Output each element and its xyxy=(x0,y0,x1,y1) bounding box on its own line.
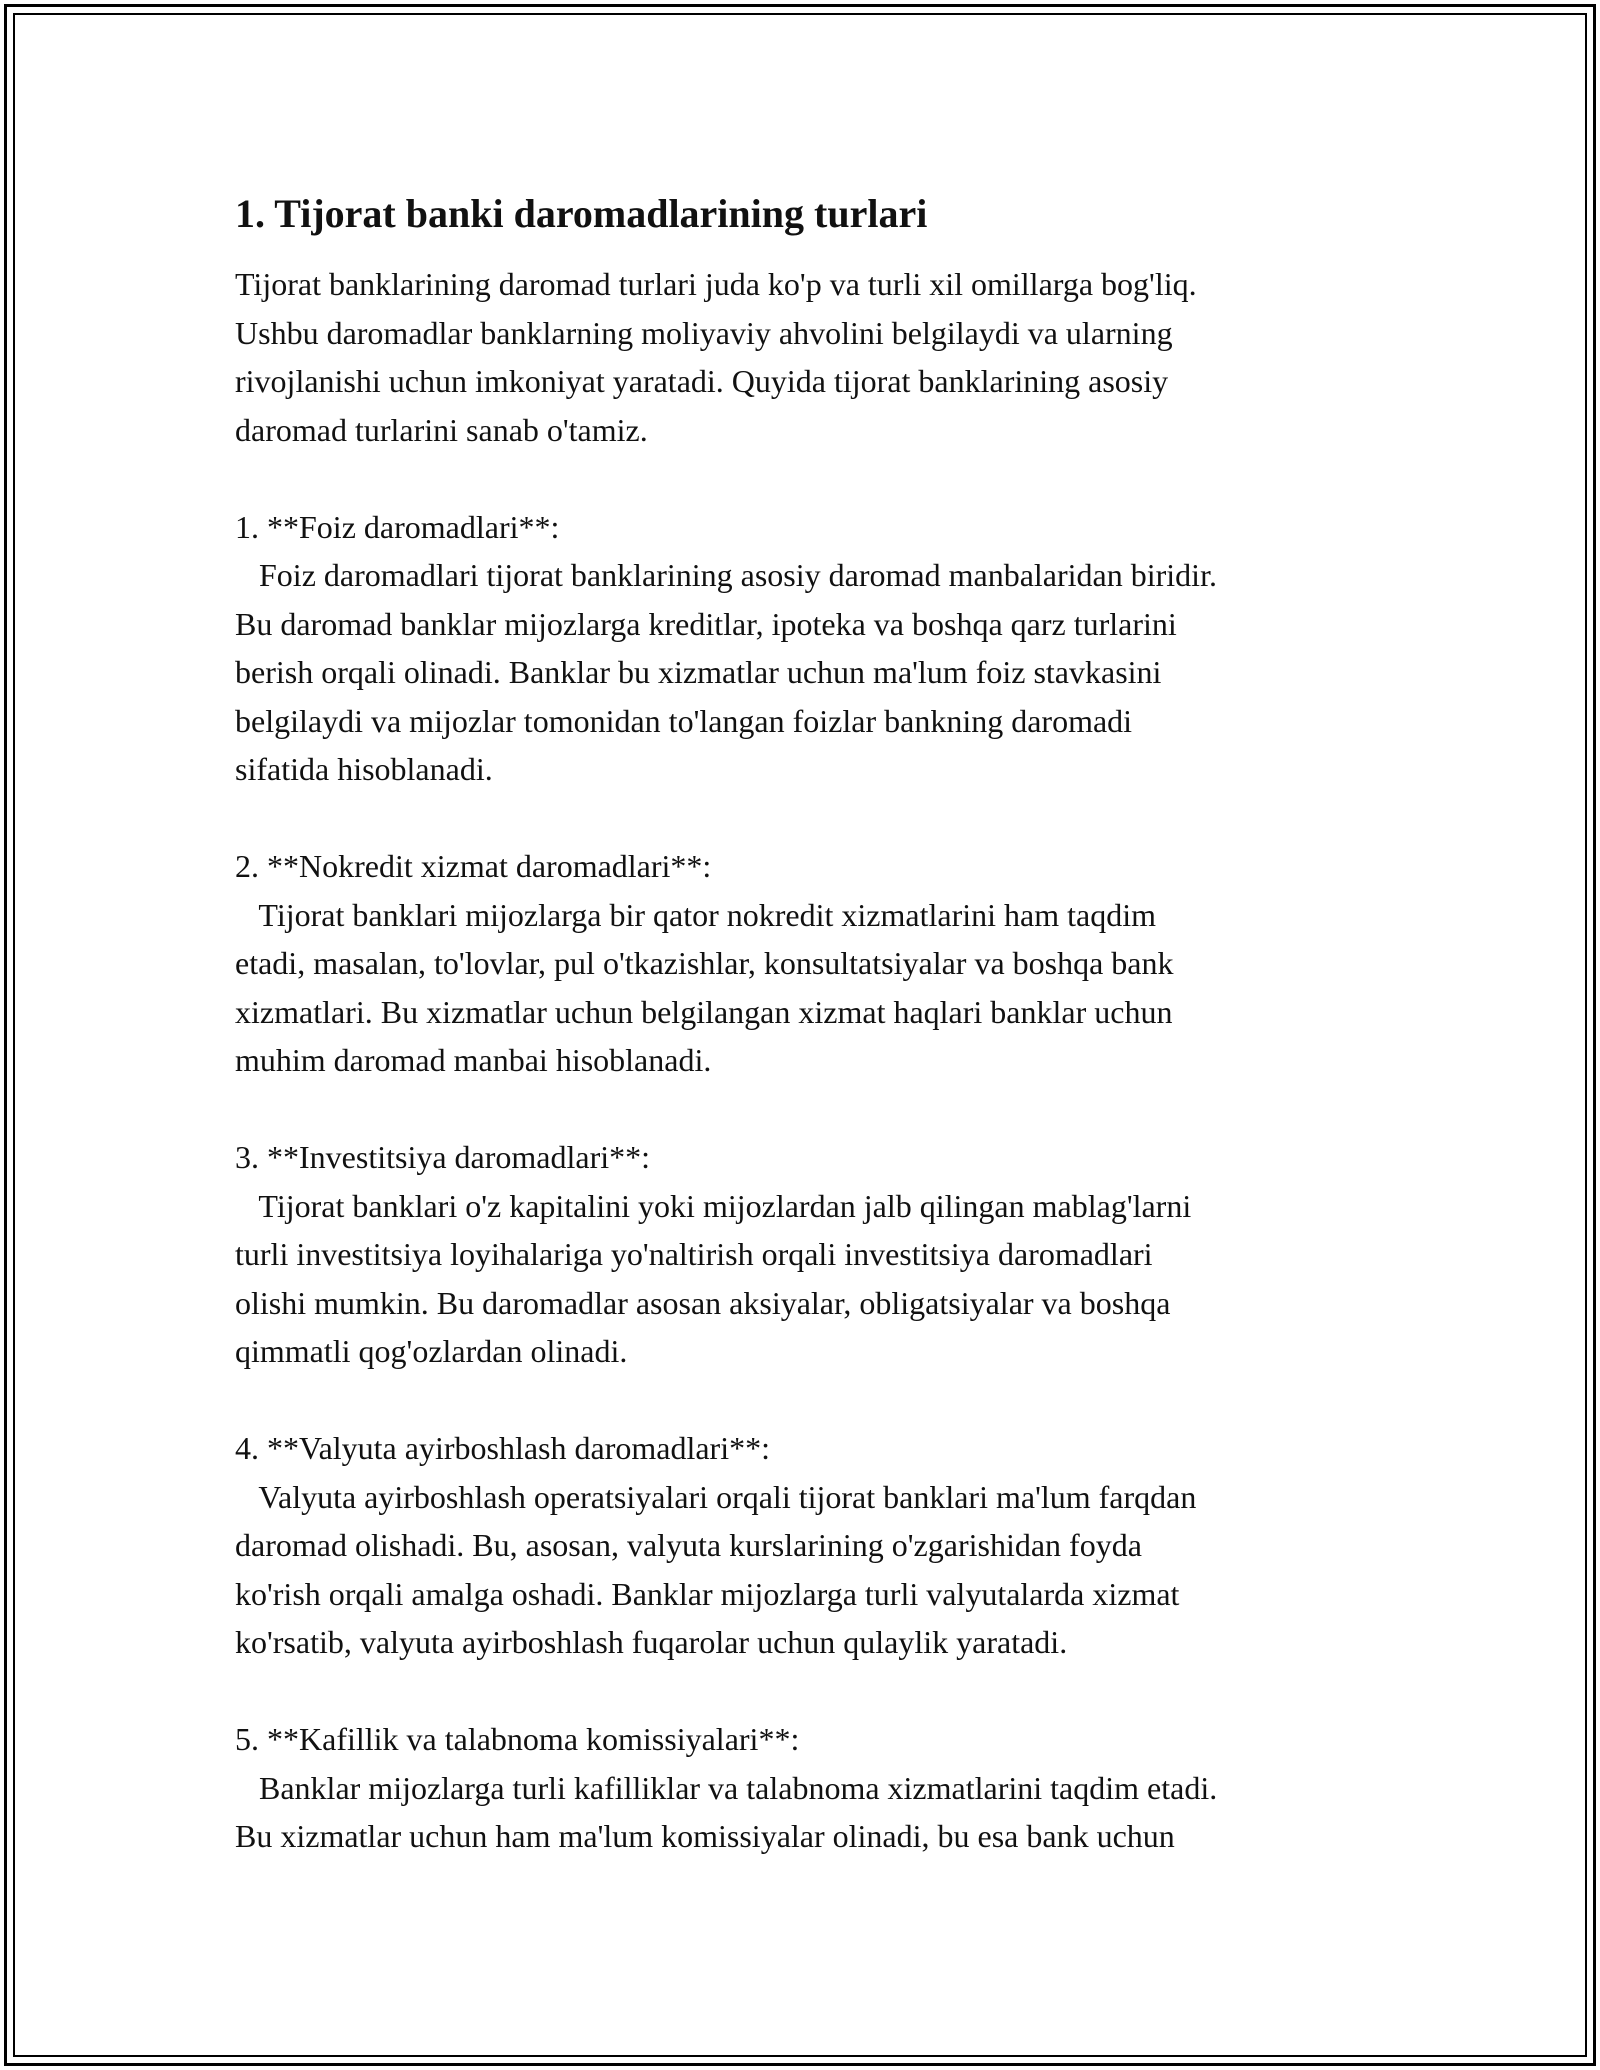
intro-line: rivojlanishi uchun imkoniyat yaratadi. Quyida tijorat banklarining asosiy xyxy=(235,363,1169,399)
section-heading: 2. **Nokredit xizmat daromadlari**: xyxy=(235,848,712,884)
section-heading: 5. **Kafillik va talabnoma komissiyalari**: xyxy=(235,1721,800,1757)
section-line: daromad olishadi. Bu, asosan, valyuta kurslarining o'zgarishidan foyda xyxy=(235,1527,1142,1563)
section-line: sifatida hisoblanadi. xyxy=(235,751,493,787)
section-heading: 1. **Foiz daromadlari**: xyxy=(235,508,560,545)
section-valyuta-ayirboshlash xyxy=(235,1424,1415,1667)
section-line: Banklar mijozlarga turli kafilliklar va talabnoma xizmatlarini taqdim etadi. xyxy=(235,1769,1218,1806)
paragraph-spacer xyxy=(235,794,1415,843)
section-line: Valyuta ayirboshlash operatsiyalari orqali tijorat banklari ma'lum farqdan xyxy=(235,1478,1197,1515)
paragraph-spacer xyxy=(235,454,1415,503)
section-line: xizmatlari. Bu xizmatlar uchun belgilangan xizmat haqlari banklar uchun xyxy=(235,993,1173,1030)
section-line: Foiz daromadlari tijorat banklarining asosiy daromad manbalaridan biridir. xyxy=(235,557,1217,593)
intro-line: Ushbu daromadlar banklarning moliyaviy ahvolini belgilaydi va ularning xyxy=(235,314,1173,351)
section-line: ko'rish orqali amalga oshadi. Banklar mijozlarga turli valyutalarda xizmat xyxy=(235,1575,1180,1612)
section-nokredit-xizmat xyxy=(235,842,1415,1085)
section-line: muhim daromad manbai hisoblanadi. xyxy=(235,1042,712,1078)
section-line: Tijorat banklari mijozlarga bir qator nokredit xizmatlarini ham taqdim xyxy=(235,896,1156,933)
section-line: Bu daromad banklar mijozlarga kreditlar, ipoteka va boshqa qarz turlarini xyxy=(235,605,1177,642)
section-line: belgilaydi va mijozlar tomonidan to'langan foizlar bankning daromadi xyxy=(235,702,1133,739)
section-foiz-daromadlari xyxy=(235,503,1415,794)
section-heading: 3. **Investitsiya daromadlari**: xyxy=(235,1139,651,1175)
section-line: ko'rsatib, valyuta ayirboshlash fuqarolar uchun qulaylik yaratadi. xyxy=(235,1624,1068,1660)
paragraph-spacer xyxy=(235,1667,1415,1716)
section-kafillik-talabnoma xyxy=(235,1715,1415,1861)
section-line: etadi, masalan, to'lovlar, pul o'tkazishlar, konsultatsiyalar va boshqa bank xyxy=(235,945,1174,981)
section-line: berish orqali olinadi. Banklar bu xizmatlar uchun ma'lum foiz stavkasini xyxy=(235,654,1162,690)
section-line: qimmatli qog'ozlardan olinadi. xyxy=(235,1333,628,1369)
document-title: 1. Tijorat banki daromadlarining turlari xyxy=(235,191,928,236)
section-line: Tijorat banklari o'z kapitalini yoki mijozlardan jalb qilingan mablag'larni xyxy=(235,1187,1192,1224)
intro-paragraph xyxy=(235,260,1415,454)
paragraph-spacer xyxy=(235,1085,1415,1134)
section-heading: 4. **Valyuta ayirboshlash daromadlari**: xyxy=(235,1430,770,1466)
section-line: Bu xizmatlar uchun ham ma'lum komissiyalar olinadi, bu esa bank uchun xyxy=(235,1818,1175,1854)
document-body xyxy=(235,186,1415,1861)
section-line: turli investitsiya loyihalariga yo'naltirish orqali investitsiya daromadlari xyxy=(235,1236,1153,1272)
intro-line: Tijorat banklarining daromad turlari juda ko'p va turli xil omillarga bog'liq. xyxy=(235,266,1197,302)
section-investitsiya xyxy=(235,1133,1415,1376)
section-line: olishi mumkin. Bu daromadlar asosan aksiyalar, obligatsiyalar va boshqa xyxy=(235,1284,1171,1321)
paragraph-spacer xyxy=(235,1376,1415,1425)
intro-line: daromad turlarini sanab o'tamiz. xyxy=(235,411,648,448)
